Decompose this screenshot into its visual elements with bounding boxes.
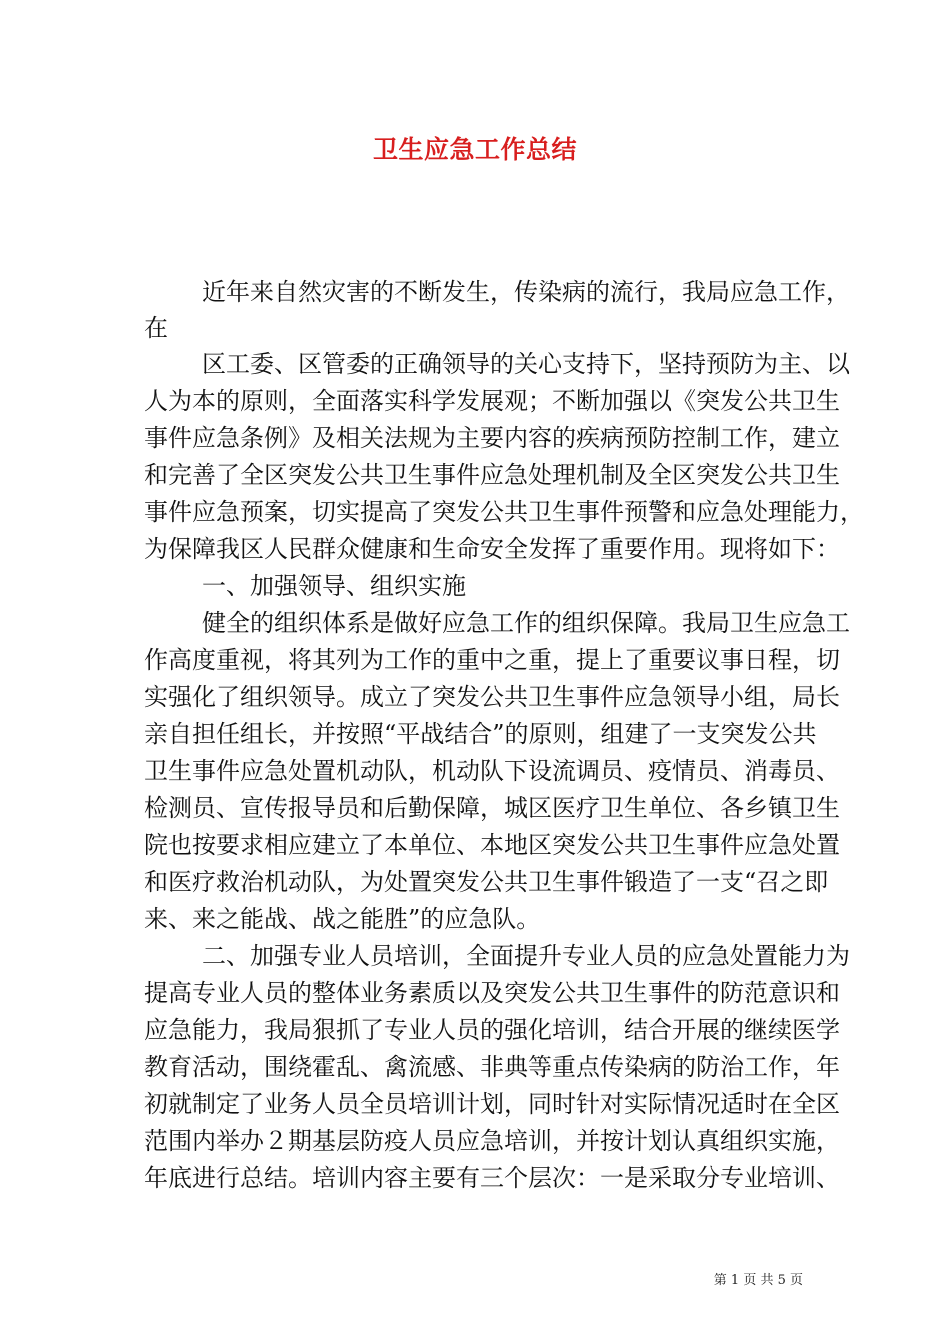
body-line: 事件应急条例》及相关法规为主要内容的疾病预防控制工作，建立 (144, 424, 840, 452)
document-title: 卫生应急工作总结 (372, 135, 577, 164)
body-line: 来、来之能战、战之能胜”的应急队。 (144, 905, 541, 933)
body-line: 健全的组织体系是做好应急工作的组织保障。我局卫生应急工 (202, 609, 850, 637)
body-line: 和医疗救治机动队，为处置突发公共卫生事件锻造了一支“召之即 (144, 868, 829, 896)
body-line: 实强化了组织领导。成立了突发公共卫生事件应急领导小组，局长 (144, 683, 840, 711)
body-line: 为保障我区人民群众健康和生命安全发挥了重要作用。现将如下： (144, 535, 840, 563)
body-line: 和完善了全区突发公共卫生事件应急处理机制及全区突发公共卫生 (144, 461, 840, 489)
body-line: 初就制定了业务人员全员培训计划，同时针对实际情况适时在全区 (144, 1090, 840, 1118)
section-heading: 一、加强领导、组织实施 (202, 572, 466, 600)
body-line: 年底进行总结。培训内容主要有三个层次：一是采取分专业培训、 (144, 1164, 840, 1192)
body-line: 近年来自然灾害的不断发生，传染病的流行，我局应急工作， (202, 278, 850, 306)
body-line: 亲自担任组长，并按照“平战结合”的原则，组建了一支突发公共 (144, 720, 817, 748)
body-line: 在 (144, 314, 168, 342)
body-line: 范围内举办２期基层防疫人员应急培训，并按计划认真组织实施， (144, 1127, 840, 1155)
body-line: 卫生事件应急处置机动队，机动队下设流调员、疫情员、消毒员、 (144, 757, 840, 785)
body-line: 院也按要求相应建立了本单位、本地区突发公共卫生事件应急处置 (144, 831, 840, 859)
section-heading: 二、加强专业人员培训，全面提升专业人员的应急处置能力为 (202, 942, 850, 970)
body-line: 事件应急预案，切实提高了突发公共卫生事件预警和应急处理能力， (144, 498, 864, 526)
body-line: 作高度重视，将其列为工作的重中之重，提上了重要议事日程，切 (144, 646, 840, 674)
body-line: 人为本的原则，全面落实科学发展观；不断加强以《突发公共卫生 (144, 387, 840, 415)
body-line: 区工委、区管委的正确领导的关心支持下，坚持预防为主、以 (202, 350, 850, 378)
body-line: 应急能力，我局狠抓了专业人员的强化培训，结合开展的继续医学 (144, 1016, 840, 1044)
body-line: 教育活动，围绕霍乱、禽流感、非典等重点传染病的防治工作，年 (144, 1053, 840, 1081)
body-line: 提高专业人员的整体业务素质以及突发公共卫生事件的防范意识和 (144, 979, 840, 1007)
page-number: 第 1 页 共 5 页 (713, 1273, 803, 1288)
body-line: 检测员、宣传报导员和后勤保障，城区医疗卫生单位、各乡镇卫生 (144, 794, 840, 822)
